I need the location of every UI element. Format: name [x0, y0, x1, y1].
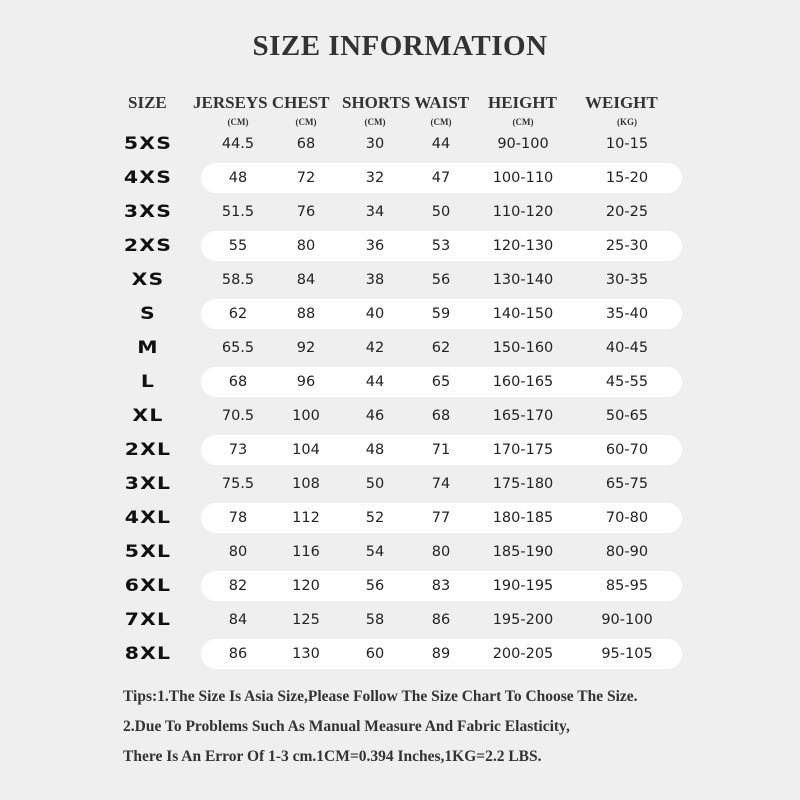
- header-height: HEIGHT: [488, 93, 557, 112]
- cell-waist: 50: [431, 204, 451, 220]
- cell-shorts-length: 48: [365, 442, 385, 458]
- cell-shorts-length: 42: [365, 340, 385, 356]
- tip-line-1: Tips:1.The Size Is Asia Size,Please Follow The Size Chart To Choose The Size.: [123, 688, 638, 705]
- header-size: SIZE: [128, 93, 167, 112]
- cell-jersey-length: 78: [228, 510, 248, 526]
- cell-size: L: [140, 372, 156, 392]
- unit-shorts-length: (CM): [364, 117, 386, 127]
- cell-height: 190-195: [492, 578, 554, 594]
- header-jerseys-chest: JERSEYS CHEST: [193, 93, 330, 112]
- table-row: [0, 195, 800, 229]
- cell-waist: 71: [431, 442, 451, 458]
- cell-chest: 72: [296, 170, 316, 186]
- table-row: [0, 263, 800, 297]
- table-row: [0, 161, 800, 195]
- cell-weight: 30-35: [605, 272, 649, 288]
- cell-height: 195-200: [492, 612, 554, 628]
- table-row: [0, 229, 800, 263]
- cell-waist: 86: [431, 612, 451, 628]
- cell-chest: 76: [296, 204, 316, 220]
- cell-chest: 80: [296, 238, 316, 254]
- cell-size: XS: [131, 270, 165, 290]
- cell-shorts-length: 30: [365, 136, 385, 152]
- cell-weight: 15-20: [605, 170, 649, 186]
- table-row: [0, 569, 800, 603]
- cell-size: 4XS: [123, 168, 173, 188]
- cell-weight: 50-65: [605, 408, 649, 424]
- cell-size: 7XL: [124, 610, 172, 630]
- cell-weight: 25-30: [605, 238, 649, 254]
- cell-jersey-length: 68: [228, 374, 248, 390]
- cell-chest: 100: [292, 408, 320, 424]
- cell-shorts-length: 44: [365, 374, 385, 390]
- cell-size: 6XL: [124, 576, 172, 596]
- cell-weight: 35-40: [605, 306, 649, 322]
- cell-shorts-length: 56: [365, 578, 385, 594]
- table-row: [0, 365, 800, 399]
- cell-height: 150-160: [492, 340, 554, 356]
- cell-size: S: [140, 304, 156, 324]
- table-row: [0, 467, 800, 501]
- cell-chest: 88: [296, 306, 316, 322]
- cell-size: M: [137, 338, 159, 358]
- cell-weight: 70-80: [605, 510, 649, 526]
- cell-height: 120-130: [492, 238, 554, 254]
- table-row: [0, 433, 800, 467]
- cell-shorts-length: 40: [365, 306, 385, 322]
- cell-waist: 56: [431, 272, 451, 288]
- table-row: [0, 501, 800, 535]
- cell-weight: 20-25: [605, 204, 649, 220]
- cell-weight: 85-95: [605, 578, 649, 594]
- tip-line-3: There Is An Error Of 1-3 cm.1CM=0.394 Inches,1KG=2.2 LBS.: [123, 748, 542, 765]
- header-shorts-waist: SHORTS WAIST: [342, 93, 470, 112]
- cell-waist: 77: [431, 510, 451, 526]
- cell-waist: 44: [431, 136, 451, 152]
- cell-jersey-length: 70.5: [221, 408, 255, 424]
- cell-chest: 125: [292, 612, 320, 628]
- cell-chest: 84: [296, 272, 316, 288]
- cell-shorts-length: 38: [365, 272, 385, 288]
- cell-jersey-length: 51.5: [221, 204, 255, 220]
- cell-jersey-length: 86: [228, 646, 248, 662]
- unit-weight: (KG): [617, 117, 637, 127]
- unit-chest: (CM): [295, 117, 317, 127]
- cell-weight: 95-105: [601, 646, 653, 662]
- cell-shorts-length: 52: [365, 510, 385, 526]
- cell-size: 5XL: [124, 542, 172, 562]
- cell-waist: 47: [431, 170, 451, 186]
- cell-shorts-length: 34: [365, 204, 385, 220]
- cell-waist: 59: [431, 306, 451, 322]
- cell-shorts-length: 60: [365, 646, 385, 662]
- cell-waist: 80: [431, 544, 451, 560]
- cell-size: 3XS: [123, 202, 173, 222]
- cell-chest: 108: [292, 476, 320, 492]
- size-table: [0, 127, 800, 671]
- cell-height: 130-140: [492, 272, 554, 288]
- unit-height: (CM): [512, 117, 534, 127]
- cell-shorts-length: 58: [365, 612, 385, 628]
- cell-height: 175-180: [492, 476, 554, 492]
- cell-height: 140-150: [492, 306, 554, 322]
- cell-jersey-length: 82: [228, 578, 248, 594]
- cell-height: 90-100: [497, 136, 549, 152]
- cell-shorts-length: 50: [365, 476, 385, 492]
- cell-shorts-length: 54: [365, 544, 385, 560]
- cell-chest: 96: [296, 374, 316, 390]
- cell-jersey-length: 80: [228, 544, 248, 560]
- cell-size: XL: [132, 406, 164, 426]
- table-row: [0, 297, 800, 331]
- cell-shorts-length: 32: [365, 170, 385, 186]
- cell-chest: 68: [296, 136, 316, 152]
- cell-size: 3XL: [124, 474, 172, 494]
- table-row: [0, 535, 800, 569]
- cell-size: 2XS: [123, 236, 173, 256]
- cell-jersey-length: 84: [228, 612, 248, 628]
- cell-weight: 45-55: [605, 374, 649, 390]
- cell-weight: 80-90: [605, 544, 649, 560]
- cell-size: 4XL: [124, 508, 172, 528]
- table-row: [0, 399, 800, 433]
- unit-waist: (CM): [430, 117, 452, 127]
- unit-jersey-length: (CM): [227, 117, 249, 127]
- cell-height: 110-120: [492, 204, 554, 220]
- cell-weight: 10-15: [605, 136, 649, 152]
- cell-size: 8XL: [124, 644, 172, 664]
- cell-jersey-length: 62: [228, 306, 248, 322]
- cell-height: 100-110: [492, 170, 554, 186]
- cell-weight: 40-45: [605, 340, 649, 356]
- cell-size: 5XS: [123, 134, 173, 154]
- cell-jersey-length: 65.5: [221, 340, 255, 356]
- table-row: [0, 637, 800, 671]
- cell-shorts-length: 46: [365, 408, 385, 424]
- cell-jersey-length: 44.5: [221, 136, 255, 152]
- cell-waist: 53: [431, 238, 451, 254]
- cell-waist: 89: [431, 646, 451, 662]
- header-weight: WEIGHT: [585, 93, 658, 112]
- cell-jersey-length: 73: [228, 442, 248, 458]
- cell-weight: 90-100: [601, 612, 653, 628]
- cell-waist: 74: [431, 476, 451, 492]
- cell-jersey-length: 55: [228, 238, 248, 254]
- cell-height: 165-170: [492, 408, 554, 424]
- table-row: [0, 331, 800, 365]
- cell-chest: 92: [296, 340, 316, 356]
- cell-waist: 68: [431, 408, 451, 424]
- cell-chest: 104: [292, 442, 320, 458]
- table-row: [0, 127, 800, 161]
- cell-height: 180-185: [492, 510, 554, 526]
- cell-height: 200-205: [492, 646, 554, 662]
- cell-waist: 65: [431, 374, 451, 390]
- cell-size: 2XL: [124, 440, 172, 460]
- tip-line-2: 2.Due To Problems Such As Manual Measure And Fabric Elasticity,: [123, 718, 570, 735]
- cell-weight: 60-70: [605, 442, 649, 458]
- cell-chest: 130: [292, 646, 320, 662]
- page-title: SIZE INFORMATION: [252, 30, 548, 62]
- cell-jersey-length: 75.5: [221, 476, 255, 492]
- cell-shorts-length: 36: [365, 238, 385, 254]
- cell-chest: 112: [292, 510, 320, 526]
- cell-chest: 120: [292, 578, 320, 594]
- cell-waist: 83: [431, 578, 451, 594]
- table-row: [0, 603, 800, 637]
- cell-chest: 116: [292, 544, 320, 560]
- cell-height: 185-190: [492, 544, 554, 560]
- cell-weight: 65-75: [605, 476, 649, 492]
- cell-jersey-length: 48: [228, 170, 248, 186]
- cell-jersey-length: 58.5: [221, 272, 255, 288]
- cell-height: 160-165: [492, 374, 554, 390]
- cell-waist: 62: [431, 340, 451, 356]
- cell-height: 170-175: [492, 442, 554, 458]
